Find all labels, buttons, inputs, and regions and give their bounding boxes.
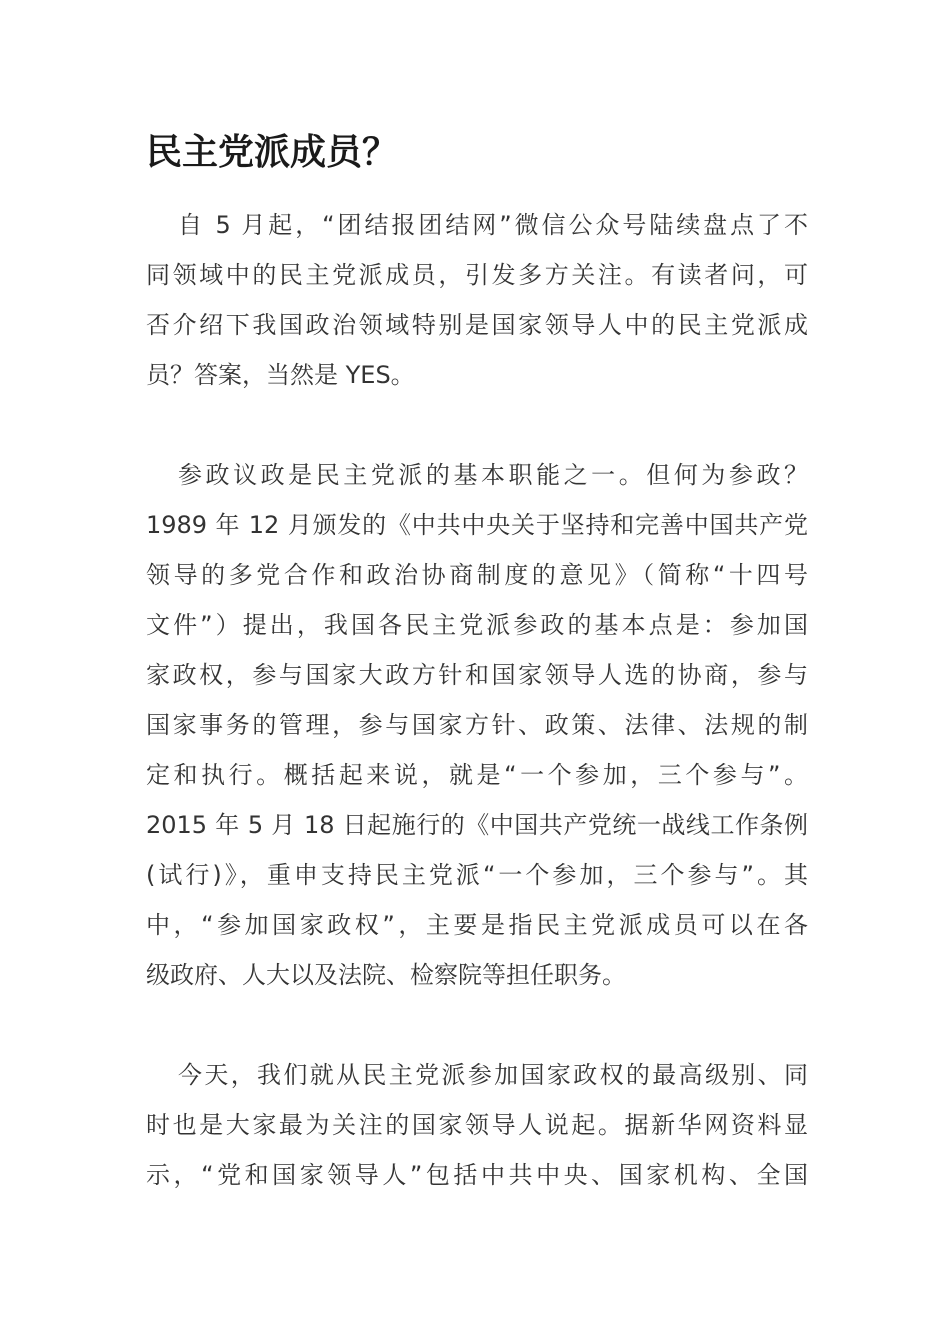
paragraph-line: (试行)》，重申支持民主党派“一个参加，三个参与”。其 bbox=[146, 861, 808, 889]
paragraph-3 bbox=[146, 1050, 808, 1200]
paragraph-line: 定和执行。概括起来说，就是“一个参加，三个参与”。 bbox=[146, 761, 808, 789]
paragraph-2 bbox=[146, 450, 808, 1000]
paragraph-line: 同领域中的民主党派成员，引发多方关注。有读者问，可 bbox=[146, 261, 808, 289]
paragraph-line: 国家事务的管理，参与国家方针、政策、法律、法规的制 bbox=[146, 711, 808, 739]
paragraph-line: 文件”）提出，我国各民主党派参政的基本点是：参加国 bbox=[146, 611, 808, 639]
document-title: 民主党派成员？ bbox=[146, 131, 399, 173]
paragraph-line: 级政府、人大以及法院、检察院等担任职务。 bbox=[146, 961, 626, 989]
paragraph-line: 中，“参加国家政权”，主要是指民主党派成员可以在各 bbox=[146, 911, 808, 939]
paragraph-line: 1989 年 12 月颁发的《中共中央关于坚持和完善中国共产党 bbox=[146, 511, 808, 539]
paragraph-1 bbox=[146, 200, 808, 400]
paragraph-line: 否介绍下我国政治领域特别是国家领导人中的民主党派成 bbox=[146, 311, 808, 339]
paragraph-line: 今天，我们就从民主党派参加国家政权的最高级别、同 bbox=[178, 1061, 808, 1089]
paragraph-line: 员？答案，当然是 YES。 bbox=[146, 361, 415, 389]
paragraph-line: 自 5 月起，“团结报团结网”微信公众号陆续盘点了不 bbox=[178, 211, 808, 239]
paragraph-line: 领导的多党合作和政治协商制度的意见》（简称“十四号 bbox=[146, 561, 808, 589]
paragraph-line: 2015 年 5 月 18 日起施行的《中国共产党统一战线工作条例 bbox=[146, 811, 808, 839]
paragraph-line: 时也是大家最为关注的国家领导人说起。据新华网资料显 bbox=[146, 1111, 808, 1139]
paragraph-line: 参政议政是民主党派的基本职能之一。但何为参政？ bbox=[178, 461, 808, 489]
paragraph-line: 家政权，参与国家大政方针和国家领导人选的协商，参与 bbox=[146, 661, 808, 689]
document-body bbox=[146, 200, 808, 1250]
paragraph-line: 示，“党和国家领导人”包括中共中央、国家机构、全国 bbox=[146, 1161, 808, 1189]
